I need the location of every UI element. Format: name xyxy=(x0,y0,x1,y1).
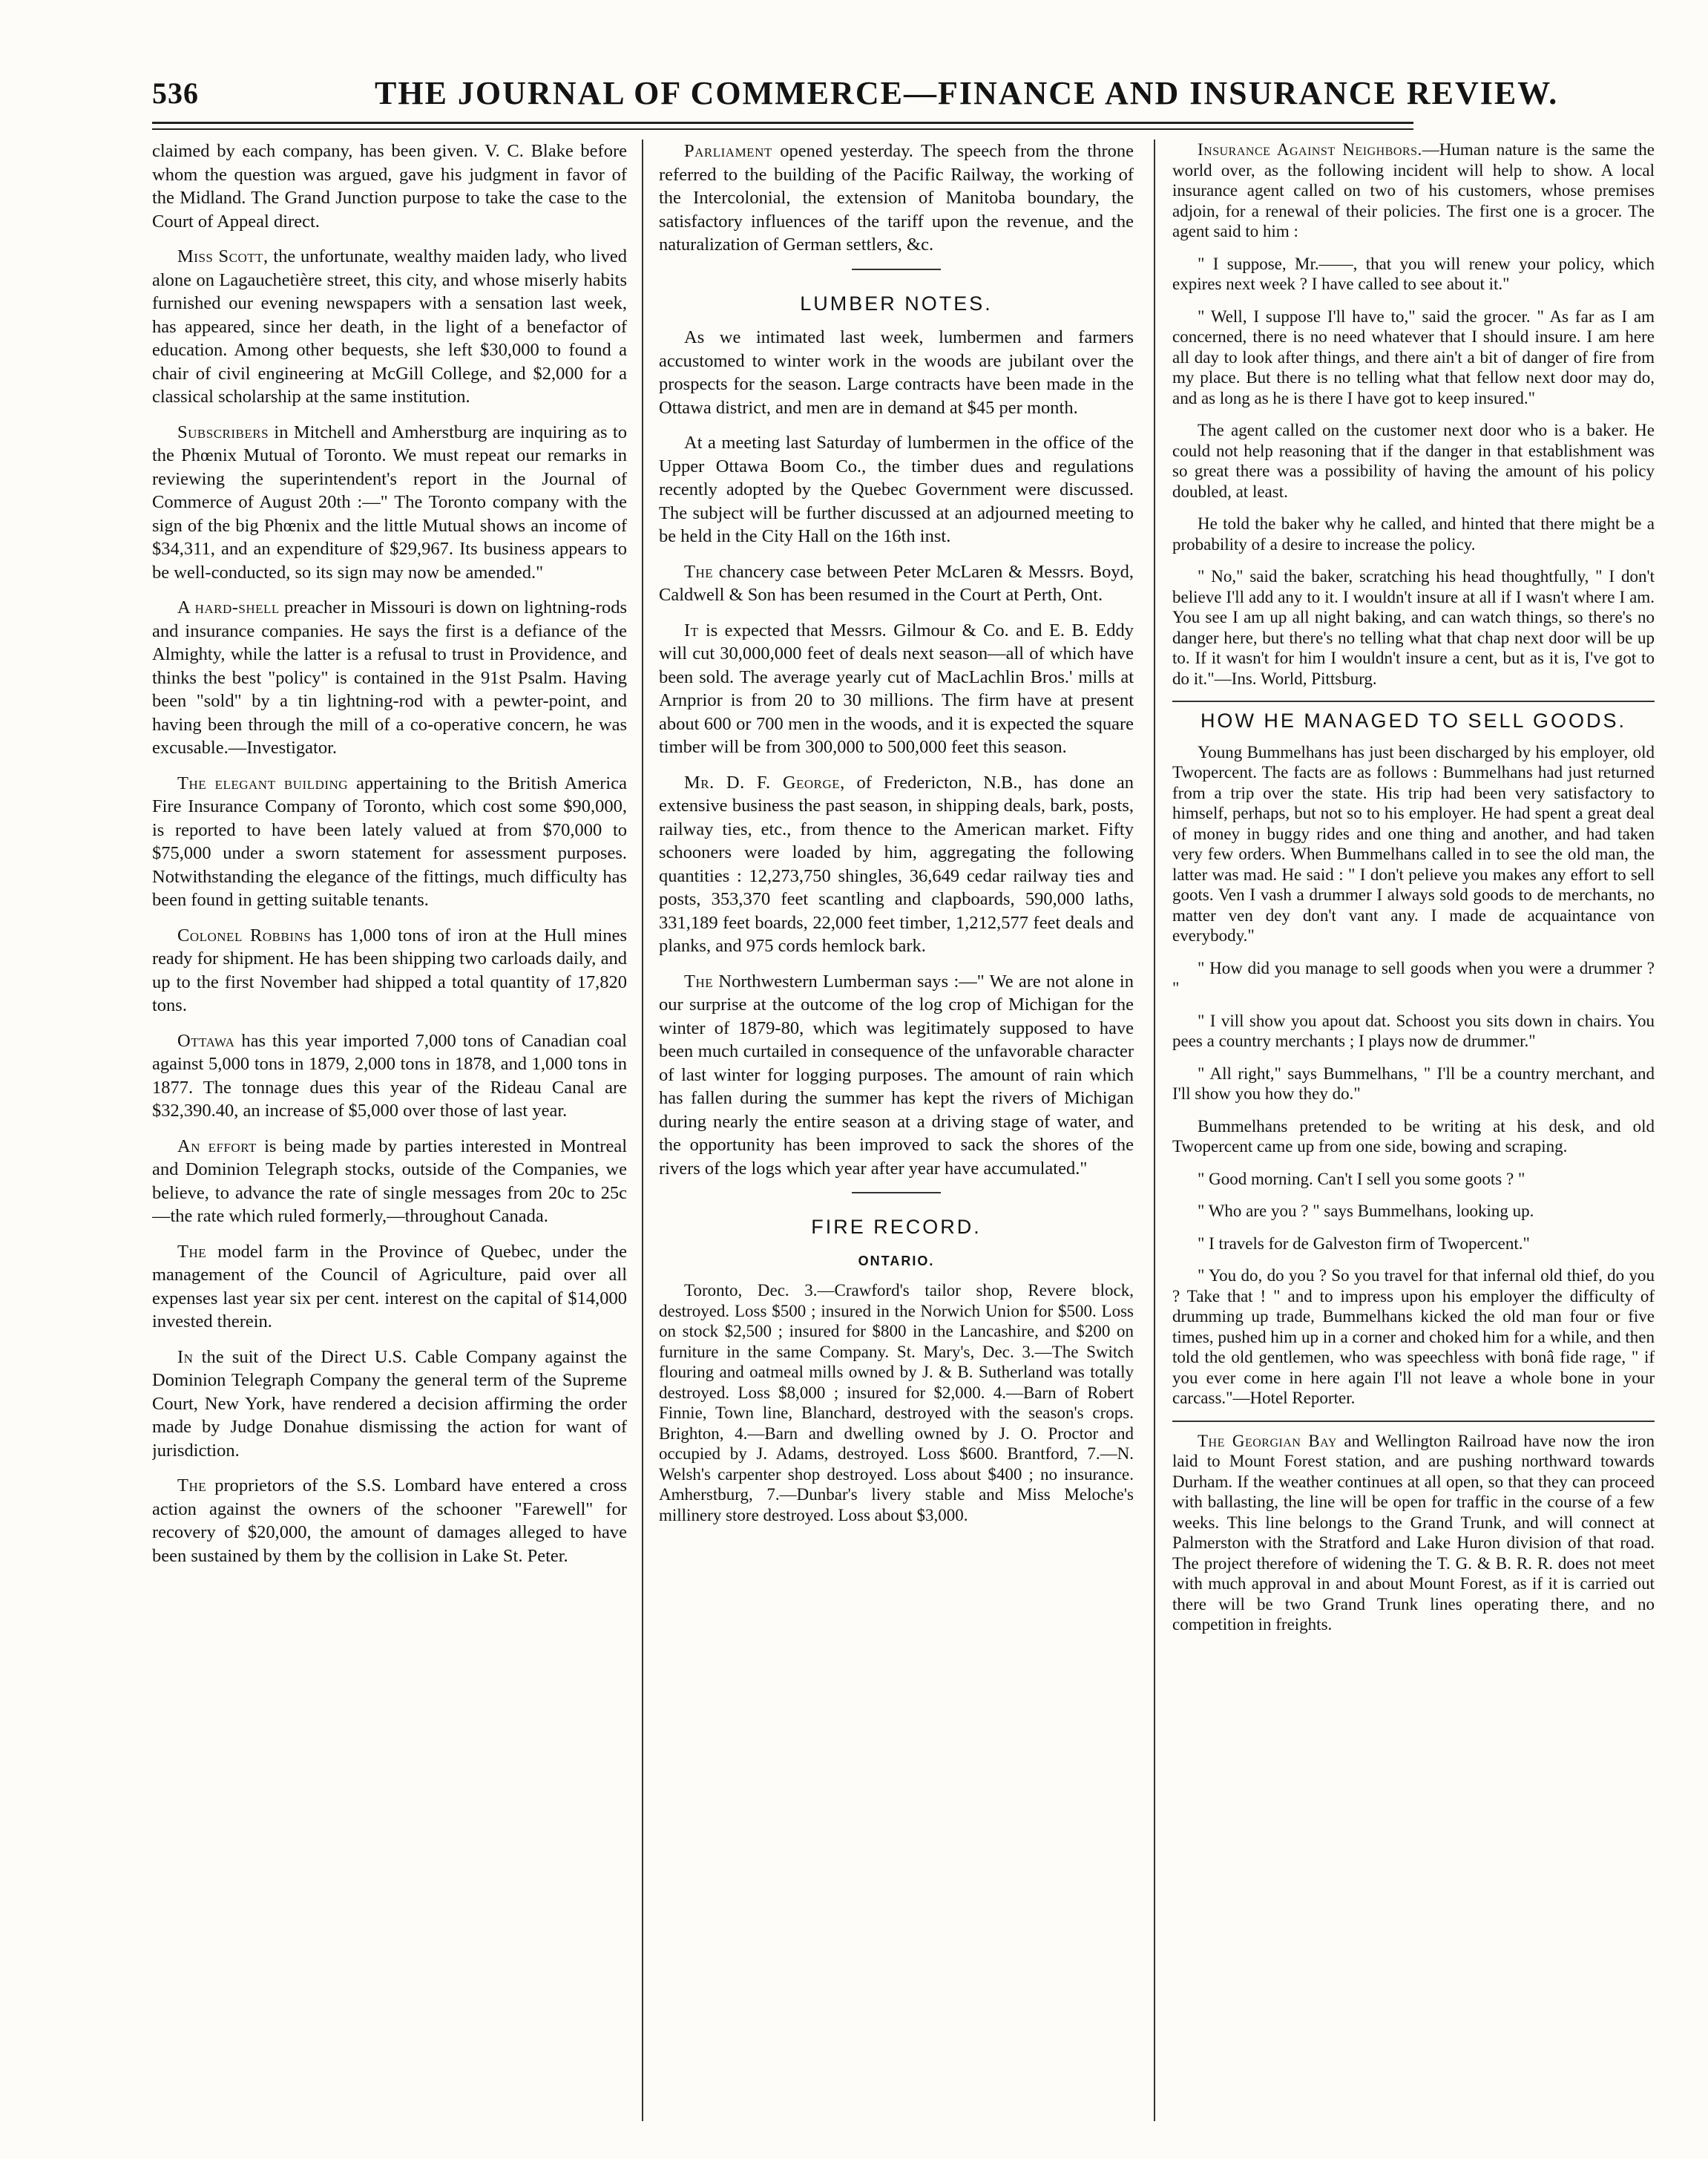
ontario-subheading: ONTARIO. xyxy=(858,1253,935,1268)
section-rule xyxy=(1172,701,1655,702)
lead-in: Insurance Against Neighbors. xyxy=(1198,140,1422,159)
fire-record-ontario: Toronto, Dec. 3.—Crawford's tailor shop, Revere block, destroyed. Loss $500 ; insured in the Norwich Union for $500. Loss on stock $2,500 ; insured for $800 in the Lancashire, and $200 on furniture in the same Company. St. Mary's, Dec. 3.—The Switch flouring and oatmeal mills owned by J. & B. Sutherland was totally destroyed. Loss $8,000 ; insured for $2,000. 4.—Barn of Robert Finnie, Town line, Blanchard, destroyed with the season's crops. Brighton, 4.—Barn and dwelling owned by J. O. Proctor and occupied by J. Adams, destroyed. Loss $600. Brantford, 7.—N. Welsh's carpenter shop destroyed. Loss about $400 ; no insurance. Amherstburg, 7.—Dunbar's livery stable and Miss Meloche's millinery store destroyed. Loss about $3,000. xyxy=(659,1281,1134,1524)
dialogue: " I travels for de Galveston firm of Twopercent." xyxy=(1198,1234,1530,1253)
lumber-note-6 xyxy=(659,970,1134,1181)
article-midland-case: claimed by each company, has been given. V. C. Blake before whom the question was argued, gave his judgment in favor of the Midland. The Grand Junction purpose to take the case to the Court of Appeal direct. xyxy=(152,141,627,232)
article-body: is being made by parties interested in Montreal and Dominion Telegraph stocks, outside of the Companies, we believe, to advance the rate of single messages from 20c to 25c—the rate which ruled formerly,—throughout Canada. xyxy=(152,1136,627,1226)
dialogue: " All right," says Bummelhans, " I'll be a country merchant, and I'll show you how they do." xyxy=(1172,1064,1655,1103)
lead-in: The Georgian Bay xyxy=(1198,1431,1337,1450)
page-number: 536 xyxy=(152,76,199,110)
article-model-farm xyxy=(152,1240,627,1334)
lead-in: Mr. D. F. George, xyxy=(684,772,845,793)
article-body: has this year imported 7,000 tons of Canadian coal against 5,000 tons in 1879, 2,000 tons in 1878, and 1,000 tons in 1877. The tonnage dues this year of the Rideau Canal are $32,390.40, an increase of $5,000 over those of last year. xyxy=(152,1030,627,1121)
lead-in: Ottawa xyxy=(177,1030,235,1051)
dialogue: " I suppose, Mr.——, that you will renew your policy, which expires next week ? I have called to see about it." xyxy=(1172,254,1655,293)
lead-in: Miss Scott, xyxy=(177,246,269,266)
lead-in: The xyxy=(177,1475,207,1495)
journal-title: THE JOURNAL OF COMMERCE—FINANCE AND INSURANCE REVIEW. xyxy=(375,75,1559,111)
header-rule-bottom xyxy=(152,128,1413,130)
how-he-managed-heading: HOW HE MANAGED TO SELL GOODS. xyxy=(1200,710,1627,732)
article-body: chancery case between Peter McLaren & Messrs. Boyd, Caldwell & Son has been resumed in the Court at Perth, Ont. xyxy=(659,561,1134,605)
lumber-note-1: As we intimated last week, lumbermen and farmers accustomed to winter work in the woods are jubilant over the prospects for the season. Large contracts have been made in the Ottawa district, and men are in demand at $45 per month. xyxy=(659,327,1134,418)
fire-record-heading: FIRE RECORD. xyxy=(811,1216,982,1238)
article-body: opened yesterday. The speech from the throne referred to the building of the Pacific Railway, the working of the Intercolonial, the extension of Manitoba boundary, the satisfactory influences of the tariff upon the revenue, and the naturalization of German settlers, &c. xyxy=(659,141,1134,255)
article-colonel-robbins xyxy=(152,924,627,1018)
lead-in: The xyxy=(684,561,714,582)
section-rule xyxy=(1172,1421,1655,1422)
lumber-note-2: At a meeting last Saturday of lumbermen in the office of the Upper Ottawa Boom Co., the timber dues and regulations recently adopted by the Quebec Government were discussed. The subject will be further discussed at an adjourned meeting to be held in the City Hall on the 16th inst. xyxy=(659,433,1134,546)
article-parliament xyxy=(659,140,1134,257)
article-hard-shell-preacher xyxy=(152,596,627,760)
article-body: has 1,000 tons of iron at the Hull mines ready for shipment. He has been shipping two carloads daily, and up to the first November had shipped a total quantity of 17,820 tons. xyxy=(152,925,627,1015)
dialogue: " Well, I suppose I'll have to," said the grocer. " As far as I am concerned, there is no need whatever that I should insure. I am here all day to look after things, and there ain't a bit of danger of fire from my place. But there is no telling what that fellow next door may do, and as long as he is there I have got to keep insured." xyxy=(1172,307,1655,407)
section-rule xyxy=(852,269,941,270)
article-body: appertaining to the British America Fire Insurance Company of Toronto, which cost some $90,000, is reported to have been lately valued at from $70,000 to $75,000 under a sworn statement for assessment purposes. Notwithstanding the elegance of the fittings, much difficulty has been found in getting suitable tenants. xyxy=(152,773,627,910)
lead-in: Parliament xyxy=(684,141,772,161)
lead-in: Colonel Robbins xyxy=(177,925,312,946)
article-miss-scott xyxy=(152,245,627,409)
article-insurance-neighbors xyxy=(1172,140,1655,242)
lumber-note-3 xyxy=(659,560,1134,607)
article-body: model farm in the Province of Quebec, under the management of the Council of Agriculture, paid over all expenses last year six per cent. interest on the capital of $14,000 invested therein. xyxy=(152,1241,627,1331)
column-2 xyxy=(659,140,1134,2143)
paragraph: He told the baker why he called, and hinted that there might be a probability of a desire to increase the policy. xyxy=(1172,514,1655,554)
article-body: —Human nature is the same the world over, as the following incident will help to show. A local insurance agent called on two of his customers, whose premises adjoin, for a renewal of their policies. The first one is a grocer. The agent said to him : xyxy=(1172,140,1655,240)
article-body: preacher in Missouri is down on lightning-rods and insurance companies. He says the first is a defiance of the Almighty, while the latter is a refusal to trust in Providence, and thinks the best "policy" is contained in the 91st Psalm. Having been "sold" by a tin lightning-rod with a pewter-point, and having been through the mill of a co-operative concern, he was excusable.—Investigator. xyxy=(152,597,627,758)
column-divider-2 xyxy=(1154,140,1155,2121)
article-body: the suit of the Direct U.S. Cable Company against the Dominion Telegraph Company the general term of the Supreme Court, New York, have rendered a decision affirming the order made by Judge Donahue dismissing the action for want of jurisdiction. xyxy=(152,1346,627,1461)
section-rule xyxy=(852,1192,941,1193)
lead-in: It xyxy=(684,620,699,641)
dialogue: " No," said the baker, scratching his head thoughtfully, " I don't believe I'll add any to it. I wouldn't insure at all if I wasn't where I am. You see I am up all night baking, and can watch things, so there's no danger here, but there's no telling what that chap next door will be up to. If it wasn't for him I wouldn't insure a cent, but as it is, I've got to do it."—Ins. World, Pittsburg. xyxy=(1172,567,1655,688)
dialogue: " Who are you ? " says Bummelhans, looking up. xyxy=(1198,1202,1534,1220)
lumber-note-4 xyxy=(659,619,1134,759)
lead-in: Subscribers xyxy=(177,422,269,442)
lead-in: The xyxy=(177,1241,207,1262)
column-1 xyxy=(152,140,627,2143)
dialogue: " How did you manage to sell goods when you were a drummer ? " xyxy=(1172,958,1655,997)
article-body: the unfortunate, wealthy maiden lady, who lived alone on Lagauchetière street, this city, and whose miserly habits furnished our evening newspapers with a sensation last week, has appeared, since her death, in the light of a benefactor of education. Among other bequests, she left $30,000 to found a chair of civil engineering at McGill College, and $2,000 for a classical scholarship at the same institution. xyxy=(152,246,627,407)
article-body: is expected that Messrs. Gilmour & Co. and E. B. Eddy will cut 30,000,000 feet of deals next season—all of which have been sold. The average yearly cut of MacLachlin Bros.' mills at Arnprior is from 20 to 30 millions. The firm have at present about 600 or 700 men in the woods, and it is expected the square timber will be from 300,000 to 500,000 feet this season. xyxy=(659,620,1134,757)
article-phoenix-mutual xyxy=(152,421,627,585)
dialogue: " Good morning. Can't I sell you some goots ? " xyxy=(1198,1169,1525,1188)
dialogue: " I vill show you apout dat. Schoost you sits down in chairs. You pees a country merchants ; I plays now de drummer." xyxy=(1172,1011,1655,1050)
paragraph: The agent called on the customer next door who is a baker. He could not help reasoning that if the danger in that establishment was so great there was a possibility of having the amount of his policy doubled, at least. xyxy=(1172,421,1655,501)
article-body: Northwestern Lumberman says :—" We are not alone in our surprise at the outcome of the log crop of Michigan for the winter of 1879-80, which was legitimately supposed to have been much curtailed in consequence of the unfavorable character of last winter for logging purposes. The amount of rain which has fallen during the summer has kept the rivers of Michigan during nearly the entire season at a driving stage of water, and the opportunity has been improved to sack the shores of the rivers of the logs which year after year have accumulated." xyxy=(659,971,1134,1179)
lead-in: The elegant building xyxy=(177,773,349,793)
article-georgian-bay-railroad xyxy=(1172,1431,1655,1635)
paragraph: Bummelhans pretended to be writing at his desk, and old Twopercent came up from one side, bowing and scraping. xyxy=(1172,1116,1655,1156)
lumber-notes-heading: LUMBER NOTES. xyxy=(800,292,993,315)
column-3 xyxy=(1172,140,1655,2143)
article-body: in Mitchell and Amherstburg are inquiring as to the Phœnix Mutual of Toronto. We must repeat our remarks in reviewing the superintendent's report in the Journal of Commerce of August 20th :—" The Toronto company with the sign of the big Phœnix and the little Mutual shows an income of $34,311, and an expenditure of $29,967. Its business appears to be well-conducted, so its sign may now be amended." xyxy=(152,422,627,583)
lead-in: In xyxy=(177,1346,194,1367)
dialogue: " You do, do you ? So you travel for that infernal old thief, do you ? Take that ! " and to impress upon his employer the difficulty of drumming up trade, Bummelhans kicked the old man four or five times, pushed him up in a corner and choked him for a while, and then told the old gentlemen, who was speechless with bonâ fide rage, " if you ever come in here again I'll not leave a whole bone in your carcass."—Hotel Reporter. xyxy=(1172,1266,1655,1407)
lead-in: An effort xyxy=(177,1136,257,1156)
column-divider-1 xyxy=(642,140,643,2121)
paragraph: Young Bummelhans has just been discharged by his employer, old Twopercent. The facts are as follows : Bummelhans had just returned from a trip over the state. His trip had been very satisfactory to himself, perhaps, but not so to his employer. He had spent a great deal of money in buggy rides and one thing and another, and had taken very few orders. When Bummelhans called in to see the old man, the latter was mad. He said : " I don't pelieve you makes any effort to sell goots. Ven I vash a drummer I always sold goods to de merchants, no matter ven dey don't vant any. I made de acquaintance von everybody." xyxy=(1172,742,1655,945)
article-cable-suit xyxy=(152,1346,627,1463)
lead-in: A hard-shell xyxy=(177,597,280,617)
article-telegraph-rates xyxy=(152,1135,627,1228)
lumber-note-5 xyxy=(659,771,1134,958)
header-rule-top xyxy=(152,122,1413,124)
article-ottawa-coal xyxy=(152,1029,627,1123)
lead-in: The xyxy=(684,971,714,992)
article-british-america-building xyxy=(152,772,627,912)
page-header xyxy=(152,71,1559,116)
article-body: of Fredericton, N.B., has done an extensive business the past season, in shipping deals, bark, posts, railway ties, etc., from thence to the American market. Fifty schooners were loaded by him, aggregating the following quantities : 12,273,750 shingles, 36,649 cedar railway ties and posts, 353,370 feet scantling and clapboards, 590,000 laths, 331,189 feet boards, 22,000 feet timber, 1,212,577 feet deals and planks, and 975 cords hemlock bark. xyxy=(659,772,1134,956)
article-body: proprietors of the S.S. Lombard have entered a cross action against the owners of the schooner "Farewell" for recovery of $20,000, the amount of damages alleged to have been sustained by them by the collision in Lake St. Peter. xyxy=(152,1475,627,1566)
article-body: and Wellington Railroad have now the iron laid to Mount Forest station, and are pushing northward towards Durham. If the weather continues at all open, so that they can proceed with ballasting, the line will be open for traffic in the course of a few weeks. This line belongs to the Grand Trunk, and will connect at Palmerston with the Stratford and Lake Huron division of that road. The project therefore of widening the T. G. & B. R. R. does not meet with much approval in and about Mount Forest, as if it is carried out there will be two Grand Trunk lines operating there, and no competition in freights. xyxy=(1172,1431,1655,1634)
article-lombard-action xyxy=(152,1474,627,1567)
